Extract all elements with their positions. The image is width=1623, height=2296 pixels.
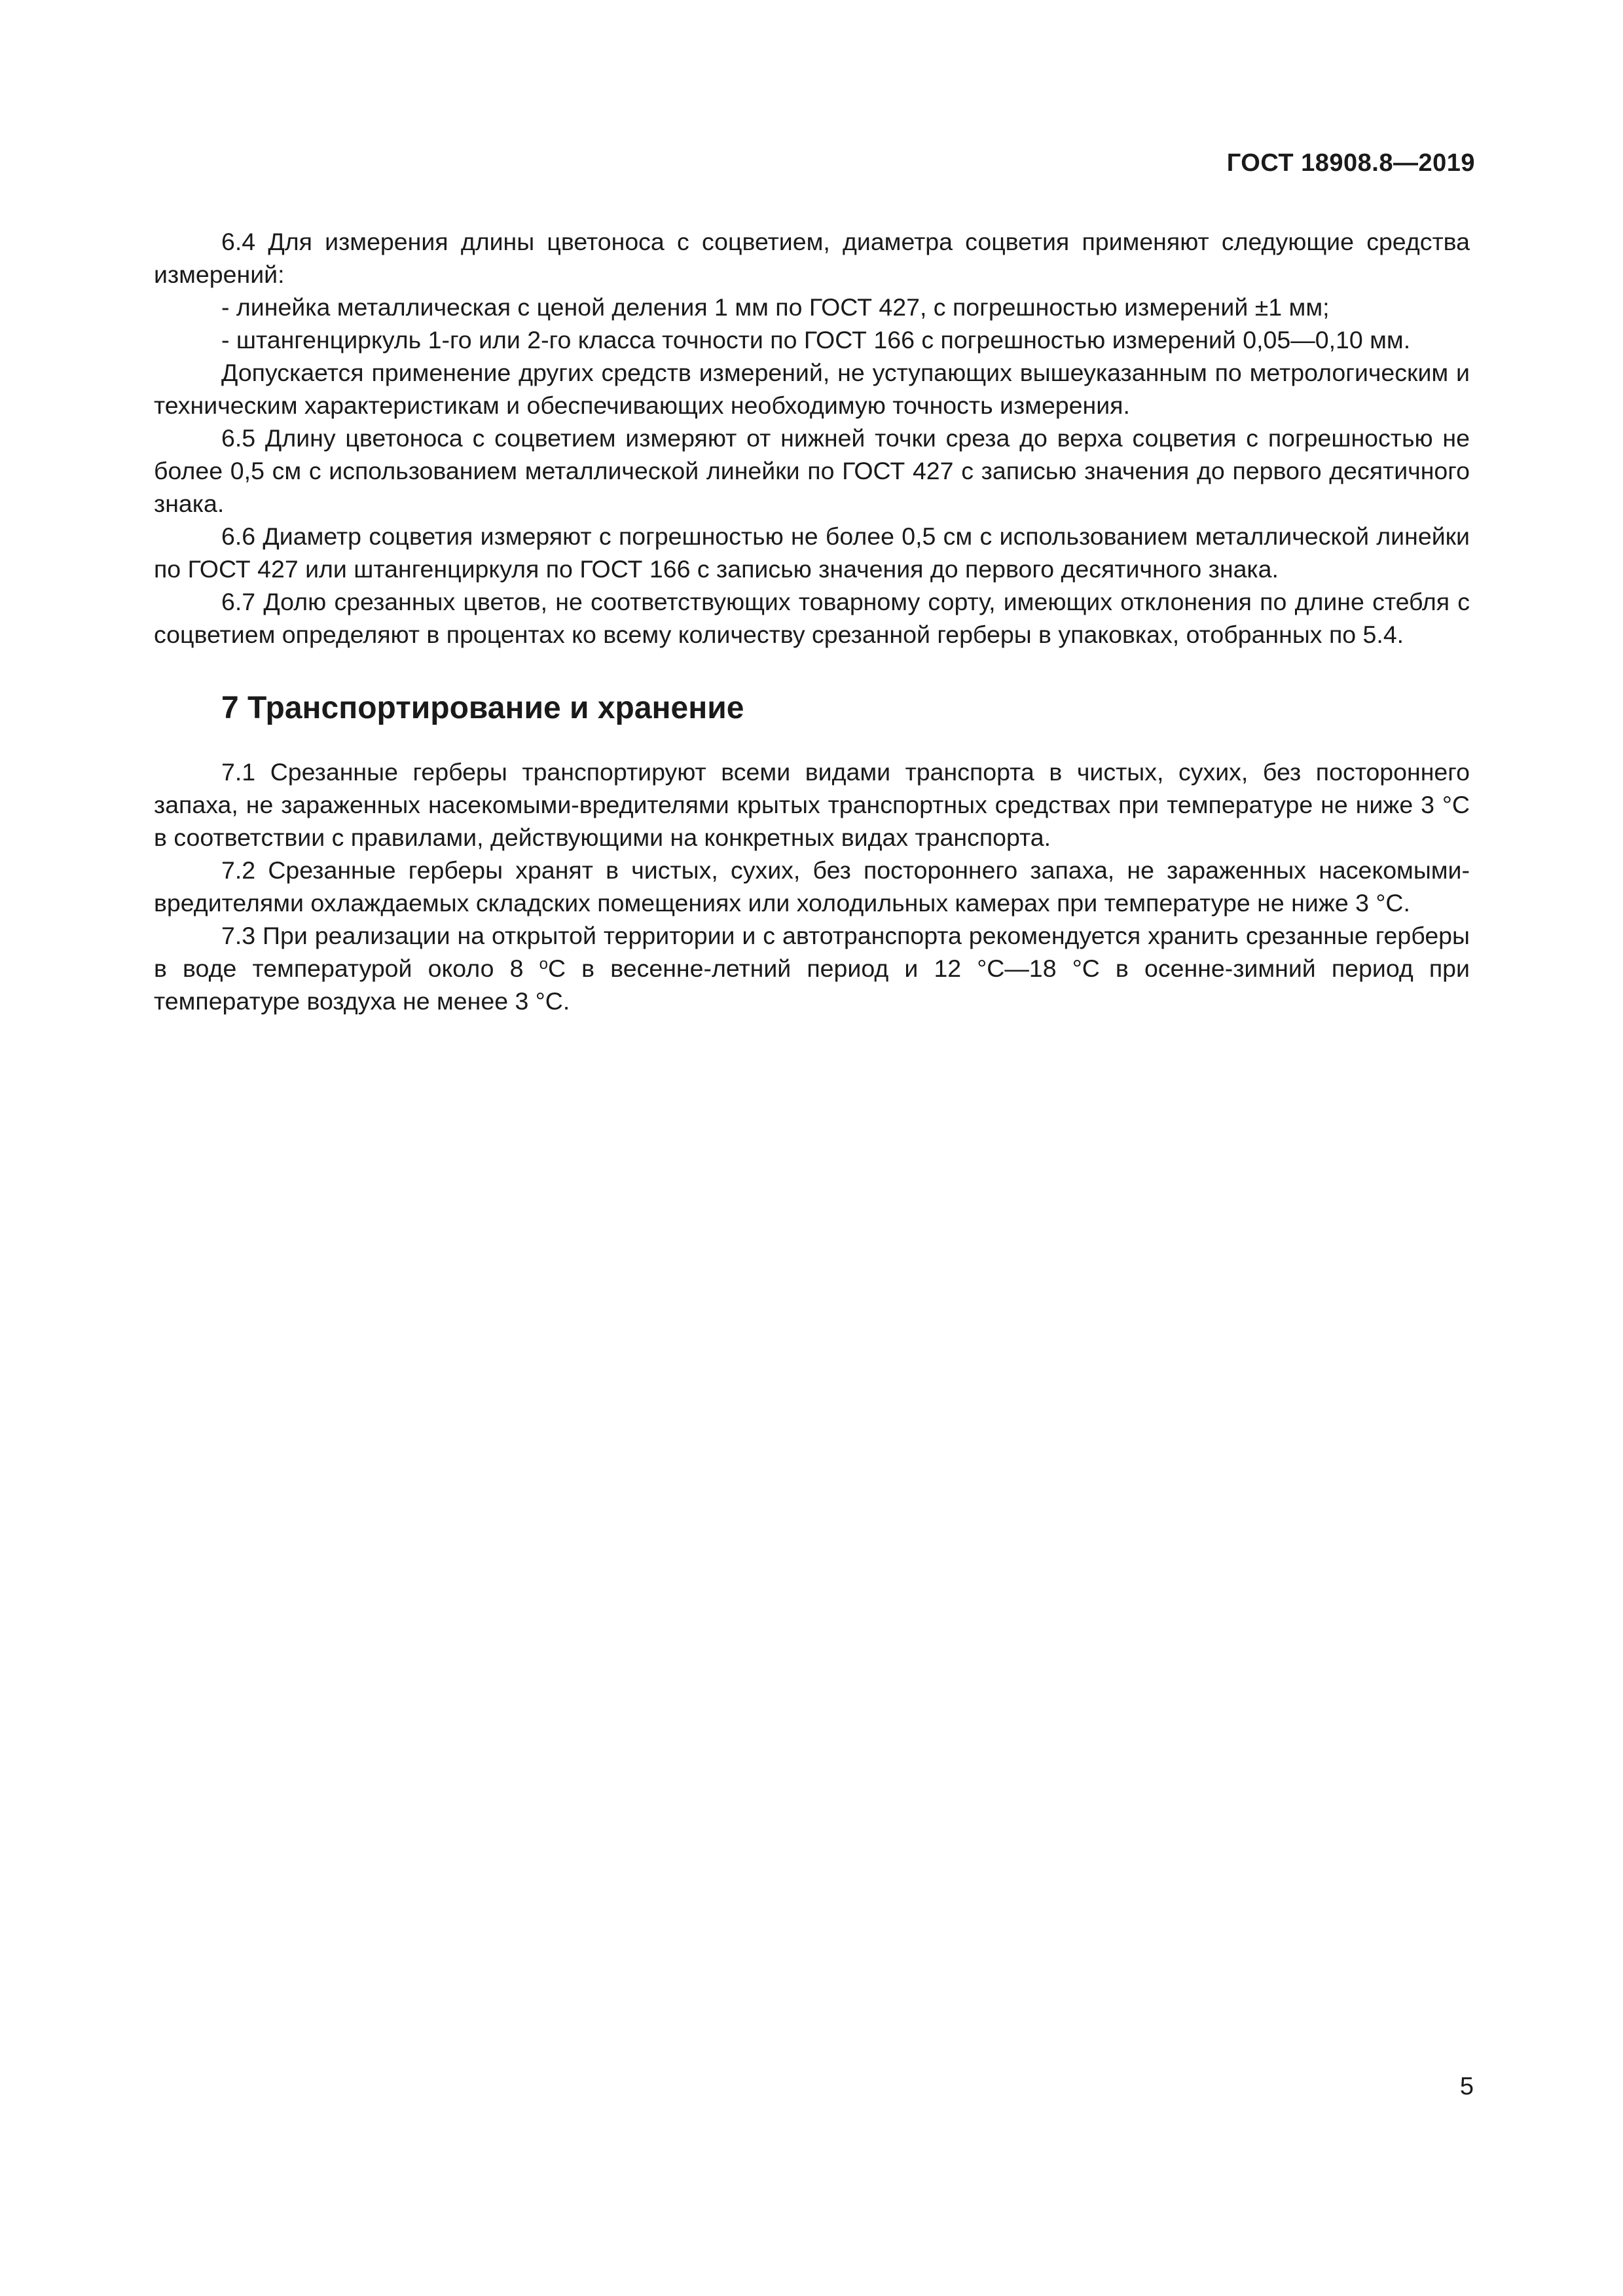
paragraph-7-3-text-start: 7.3 При реализации на открытой территории и с автотранспорта рекомендуется хранить срезанные герберы в воде температурой около 8 <box>154 922 1470 982</box>
paragraph-6-7: 6.7 Долю срезанных цветов, не соответствующих товарному сорту, имеющих отклонения по длине стебля с соцветием определяют в процентах ко всему количеству срезанной герберы в упаковках, отобранных по 5.4. <box>154 588 1470 648</box>
list-item-caliper: - штангенциркуль 1-го или 2-го класса точности по ГОСТ 166 с погрешностью измерений 0,05—0,10 мм. <box>221 326 1411 354</box>
page-number: 5 <box>1459 2073 1474 2100</box>
section-title-transport-storage: 7 Транспортирование и хранение <box>221 691 744 725</box>
paragraph-7-1: 7.1 Срезанные герберы транспортируют всеми видами транспорта в чистых, сухих, без постороннего запаха, не зараженных насекомыми-вредителями крытых транспортных средствах при температуре не ниже 3 °С в соответствии с правилами, действующими на конкретных видах транспорта. <box>154 758 1470 851</box>
paragraph-6-4: 6.4 Для измерения длины цветоноса с соцветием, диаметра соцветия применяют следующие средства измерений: <box>154 228 1470 288</box>
paragraph-6-5: 6.5 Длину цветоноса с соцветием измеряют от нижней точки среза до верха соцветия с погрешностью не более 0,5 см с использованием металлической линейки по ГОСТ 427 с записью значения до первого десятичного знака. <box>154 424 1470 517</box>
degree-superscript: о <box>539 955 548 973</box>
document-designation: ГОСТ 18908.8—2019 <box>1226 149 1475 177</box>
paragraph-7-3-text-end: С в весенне-летний период и 12 °С—18 °С в осенне-зимний период при температуре воздуха не менее 3 °С. <box>154 955 1470 1015</box>
paragraph-allowed-instruments: Допускается применение других средств измерений, не уступающих вышеуказанным по метрологическим и техническим характеристикам и обеспечивающих необходимую точность измерения. <box>154 359 1470 419</box>
paragraph-7-2: 7.2 Срезанные герберы хранят в чистых, сухих, без постороннего запаха, не зараженных насекомыми-вредителями охлаждаемых складских помещениях или холодильных камерах при температуре не ниже 3 °С. <box>154 856 1470 917</box>
paragraph-6-6: 6.6 Диаметр соцветия измеряют с погрешностью не более 0,5 см с использованием металлической линейки по ГОСТ 427 или штангенциркуля по ГОСТ 166 с записью значения до первого десятичного знака. <box>154 522 1470 583</box>
list-item-ruler: - линейка металлическая с ценой деления 1 мм по ГОСТ 427, с погрешностью измерений ±1 мм; <box>221 293 1330 321</box>
paragraph-7-3 <box>154 919 1470 1017</box>
page-body <box>154 225 1470 1017</box>
